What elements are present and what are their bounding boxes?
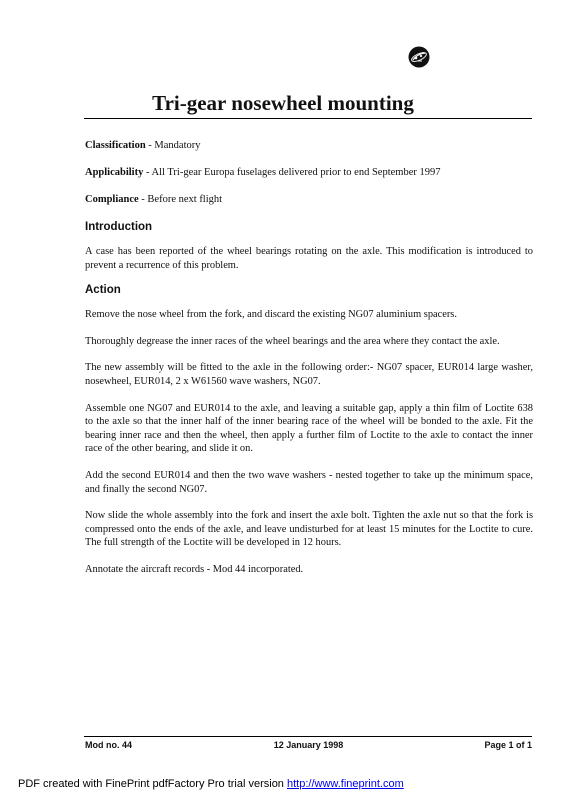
action-paragraph-4: Assemble one NG07 and EUR014 to the axle, and leaving a suitable gap, apply a thin film of Loctite 638 to the axle so that the inner half of the inner bearing race of the wheel will be bonded to the axle. Fit the bearing inner race and then the wheel, then apply a further film of Loctite to the axle to contact the inner race of the other bearing, and slide it on. [85,402,533,455]
compliance-line [85,193,533,207]
title-underline [84,118,532,119]
footer-mod-number: Mod no. 44 [85,740,132,750]
action-paragraph-7: Annotate the aircraft records - Mod 44 incorporated. [85,563,304,575]
compliance-value: - Before next flight [138,194,223,205]
footer-divider [84,736,532,737]
action-paragraph-2: Thoroughly degrease the inner races of the wheel bearings and the area where they contact the axle. [85,335,500,347]
compliance-label: Compliance [85,194,139,205]
action-paragraph-3: The new assembly will be fitted to the axle in the following order:- NG07 spacer, EUR014 large washer, nosewheel, EUR014, 2 x W61560 wave washers, NG07. [85,362,533,387]
introduction-heading: Introduction [85,221,153,233]
classification-label: Classification [85,140,146,151]
footer-page-number: Page 1 of 1 [484,740,532,750]
document-title: Tri-gear nosewheel mounting [152,91,414,115]
document-body [85,139,533,590]
classification-line [85,139,533,153]
action-heading: Action [85,284,121,297]
action-paragraph-6: Now slide the whole assembly into the fork and insert the axle bolt. Tighten the axle nut so that the fork is compressed onto the ends of the axle, and leave undisturbed for at least 15 minutes for the Loctite to cure. The full strength of the Loctite will be developed in 12 hours. [85,510,533,549]
pdf-creator-note [18,777,404,791]
europa-logo-icon [408,46,430,68]
action-paragraph-5: Add the second EUR014 and then the two wave washers - nested together to take up the minimum space, and finally the second NG07. [85,469,533,495]
classification-value: - Mandatory [145,140,201,151]
footer-date: 12 January 1998 [273,740,344,750]
applicability-label: Applicability [85,167,144,178]
pdf-note-text: PDF created with FinePrint pdfFactory Pro trial version [18,778,287,790]
applicability-value: - All Tri-gear Europa fuselages delivered prior to end September 1997 [143,167,441,178]
introduction-paragraph: A case has been reported of the wheel bearings rotating on the axle. This modification is introduced to prevent a recurrence of this problem. [85,246,533,271]
action-paragraph-1: Remove the nose wheel from the fork, and discard the existing NG07 aluminium spacers. [85,309,457,321]
fineprint-link[interactable]: http://www.fineprint.com [286,778,404,790]
applicability-line [85,166,533,180]
